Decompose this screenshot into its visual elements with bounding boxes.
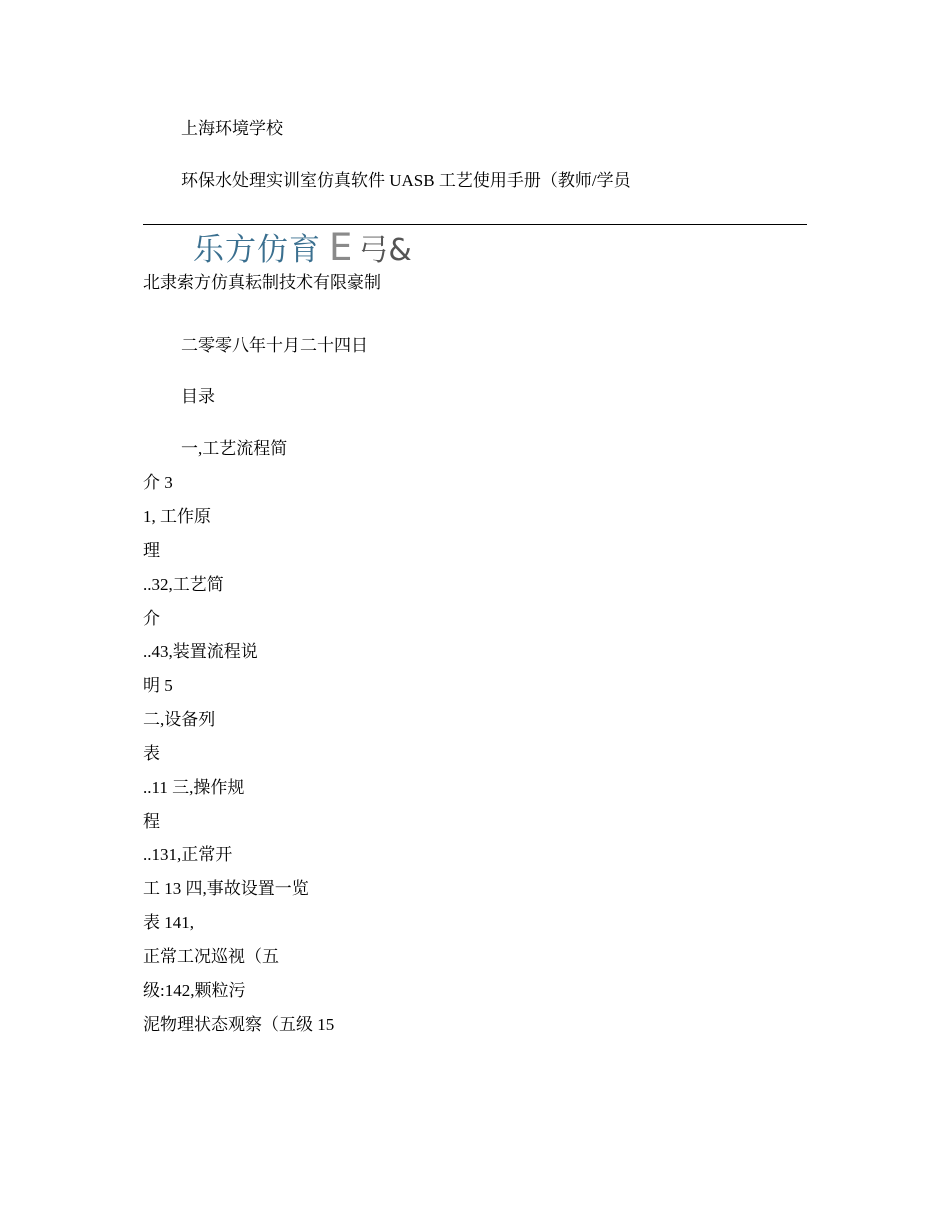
toc-line: 理 — [143, 541, 160, 560]
school-name: 上海环境学校 — [181, 119, 283, 138]
document-date: 二零零八年十月二十四日 — [181, 336, 368, 355]
toc-line: 二,设备列 — [143, 710, 216, 729]
toc-line: 工 13 四,事故设置一览 — [143, 879, 309, 898]
toc-line: 程 — [143, 812, 160, 831]
toc-line: 泥物理状态观察（五级 15 — [143, 1015, 335, 1034]
toc-line: 表 — [143, 744, 160, 763]
company-name: 北隶索方仿真耘制技术有限豪制 — [143, 273, 381, 292]
toc-line: 一,工艺流程简 — [181, 439, 288, 458]
header-divider — [143, 224, 807, 225]
toc-line: 明 5 — [143, 676, 173, 695]
toc-heading: 目录 — [181, 387, 215, 406]
toc-line: 级:142,颗粒污 — [143, 981, 246, 1000]
toc-line: ..11 三,操作规 — [143, 778, 245, 797]
company-logo — [193, 226, 412, 270]
toc-line: 正常工况巡视（五 — [143, 947, 279, 966]
toc-line: ..131,正常开 — [143, 845, 233, 864]
logo-brand-text: 乐方仿育 — [193, 232, 321, 268]
toc-line: 表 141, — [143, 913, 194, 932]
toc-line: 1, 工作原 — [143, 507, 211, 526]
toc-line: ..32,工艺简 — [143, 575, 224, 594]
toc-line: 介 — [143, 609, 160, 628]
toc-line: 介 3 — [143, 473, 173, 492]
manual-title: 环保水处理实训室仿真软件 UASB 工艺使用手册（教师/学员 — [181, 171, 631, 190]
logo-mark-e: E — [329, 226, 353, 269]
toc-line: ..43,装置流程说 — [143, 642, 258, 661]
logo-mark-tail: 弓& — [358, 233, 412, 268]
